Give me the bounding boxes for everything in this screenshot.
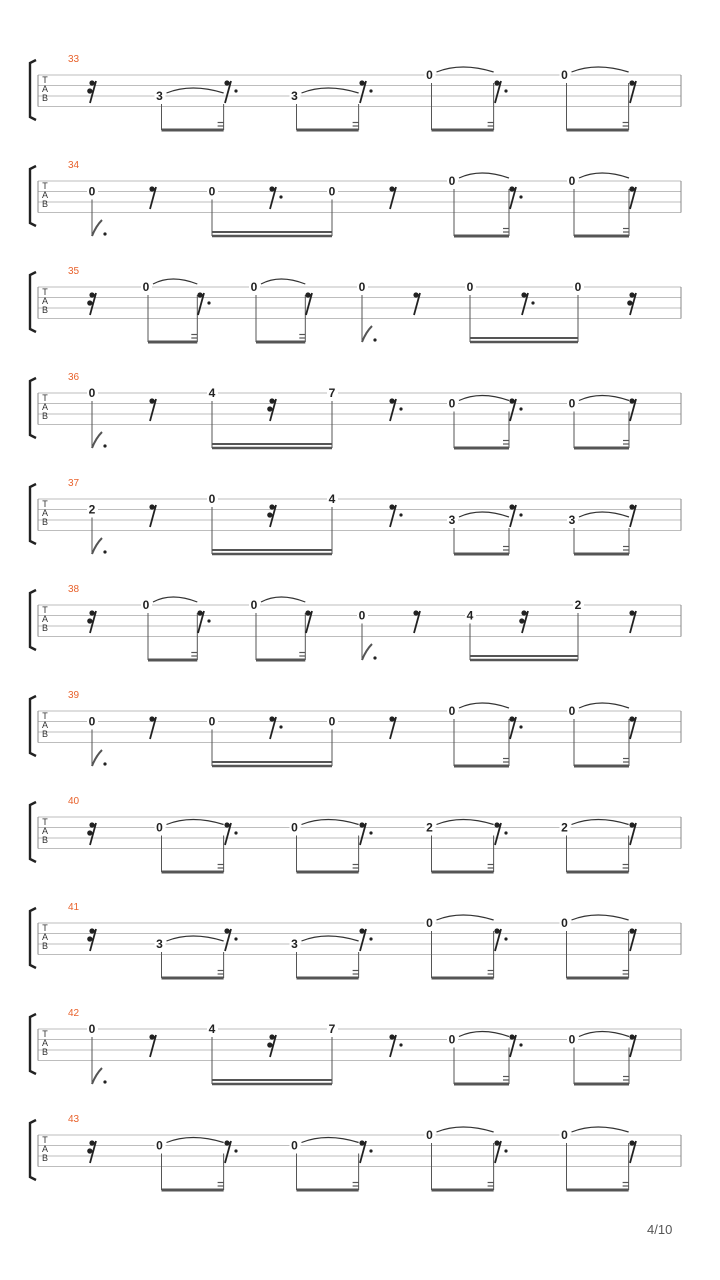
fret-number: 0 (208, 714, 216, 729)
system-bracket (30, 802, 36, 862)
fret-number: 0 (88, 1022, 96, 1036)
fret-number: 2 (426, 820, 433, 835)
note-flag (362, 644, 372, 660)
fret-number: 3 (156, 89, 163, 103)
rest-dot (504, 89, 507, 92)
rest-dot (531, 301, 534, 304)
tab-clef-letter: A (41, 614, 49, 624)
tab-clef-letter: A (41, 508, 49, 518)
tab-clef-letter: T (42, 181, 48, 191)
measure-number: 36 (68, 372, 80, 383)
tab-clef-letter: B (41, 623, 49, 633)
tab-clef-letter: T (42, 287, 48, 297)
fret-number: 0 (568, 704, 576, 718)
measure-number: 38 (68, 584, 80, 595)
tie-arc (437, 1127, 494, 1132)
tie-arc (153, 279, 197, 284)
fret-number: 7 (328, 1022, 336, 1036)
fret-number: 0 (250, 598, 258, 612)
fret-number: 0 (448, 1032, 456, 1047)
rest-dot (519, 407, 522, 410)
tab-clef-letter: T (42, 923, 48, 933)
tie-arc (572, 820, 629, 825)
tab-clef-letter: A (41, 402, 49, 412)
note-flag (92, 1068, 102, 1084)
fret-number: 0 (426, 916, 433, 930)
tie-arc (167, 936, 224, 941)
tie-arc (579, 1032, 629, 1037)
fret-number: 0 (88, 386, 96, 400)
fret-number: 0 (561, 1128, 568, 1142)
note-flag (92, 220, 102, 236)
tab-clef-letter: B (41, 729, 49, 739)
measure-number: 37 (68, 478, 80, 489)
fret-number: 0 (328, 184, 336, 199)
rest-dot (399, 407, 402, 410)
note-flag (362, 326, 372, 342)
fret-number: 4 (466, 608, 474, 623)
fret-number: 3 (568, 513, 576, 527)
tie-arc (572, 67, 629, 72)
staff-system-37 (30, 478, 681, 554)
fret-number: 4 (208, 386, 216, 400)
system-bracket (30, 1014, 36, 1074)
measure-number: 41 (68, 902, 80, 913)
rest-dot (234, 831, 237, 834)
fret-number: 2 (574, 598, 582, 612)
fret-number: 0 (88, 714, 96, 729)
system-bracket (30, 590, 36, 650)
rest-dot (519, 1043, 522, 1046)
tie-arc (572, 1127, 629, 1132)
measure-number: 42 (68, 1008, 80, 1019)
tie-arc (437, 67, 494, 72)
staff-system-41 (30, 902, 681, 978)
fret-number: 0 (426, 1128, 433, 1142)
note-flag (92, 432, 102, 448)
note-dot (103, 444, 106, 447)
rest-dot (399, 1043, 402, 1046)
staff-system-33 (30, 54, 681, 130)
rest-dot (234, 89, 237, 92)
tab-clef-letter: B (41, 941, 49, 951)
fret-number: 7 (328, 386, 336, 400)
fret-number: 0 (358, 280, 366, 294)
tab-clef-letter: A (41, 826, 49, 836)
fret-number: 0 (142, 598, 150, 612)
rest-dot (504, 937, 507, 940)
note-dot (373, 656, 376, 659)
tab-clef-letter: B (41, 517, 49, 527)
tie-arc (579, 173, 629, 178)
system-bracket (30, 908, 36, 968)
fret-number: 0 (574, 280, 582, 294)
fret-number: 0 (561, 68, 568, 82)
tab-clef-letter: T (42, 393, 48, 403)
fret-number: 4 (328, 492, 336, 506)
tie-arc (459, 396, 509, 401)
fret-number: 4 (208, 1022, 216, 1036)
tie-arc (459, 512, 509, 517)
tie-arc (579, 512, 629, 517)
tab-clef-letter: A (41, 84, 49, 94)
staff-system-38 (30, 584, 681, 660)
system-bracket (30, 60, 36, 120)
fret-number: 3 (291, 937, 298, 951)
fret-number: 3 (291, 89, 298, 103)
note-dot (103, 1080, 106, 1083)
tie-arc (153, 597, 197, 602)
note-dot (373, 338, 376, 341)
tie-arc (437, 820, 494, 825)
rest-dot (519, 195, 522, 198)
tab-clef-letter: B (41, 411, 49, 421)
tab-clef-letter: A (41, 1144, 49, 1154)
note-dot (103, 232, 106, 235)
system-bracket (30, 484, 36, 544)
tie-arc (459, 703, 509, 708)
fret-number: 2 (561, 820, 568, 835)
rest-dot (369, 937, 372, 940)
rest-dot (399, 513, 402, 516)
tab-clef-letter: A (41, 190, 49, 200)
system-bracket (30, 272, 36, 332)
tab-clef-letter: B (41, 1047, 49, 1057)
tie-arc (302, 936, 359, 941)
rest-dot (369, 831, 372, 834)
fret-number: 0 (426, 68, 433, 82)
tie-arc (579, 396, 629, 401)
rest-dot (279, 725, 282, 728)
tab-clef-letter: A (41, 296, 49, 306)
fret-number: 0 (88, 184, 96, 199)
staff-system-34 (30, 160, 681, 236)
measure-number: 40 (68, 796, 80, 807)
measure-number: 34 (68, 160, 80, 171)
fret-number: 0 (568, 396, 576, 411)
rest-dot (519, 725, 522, 728)
tie-arc (459, 173, 509, 178)
tab-clef-letter: B (41, 1153, 49, 1163)
fret-number: 0 (208, 184, 216, 199)
fret-number: 0 (250, 280, 258, 294)
staff-system-35 (30, 266, 681, 342)
fret-number: 0 (448, 174, 456, 188)
staff-system-42 (30, 1008, 681, 1084)
note-flag (92, 750, 102, 766)
tab-clef-letter: T (42, 1029, 48, 1039)
tab-clef-letter: T (42, 711, 48, 721)
tie-arc (261, 597, 305, 602)
tab-clef-letter: B (41, 835, 49, 845)
tie-arc (437, 915, 494, 920)
rest-dot (234, 1149, 237, 1152)
rest-dot (279, 195, 282, 198)
note-flag (92, 538, 102, 554)
rest-dot (234, 937, 237, 940)
tab-clef-letter: B (41, 305, 49, 315)
tie-arc (261, 279, 305, 284)
note-dot (103, 550, 106, 553)
note-dot (103, 762, 106, 765)
tie-arc (167, 820, 224, 825)
staff-system-36 (30, 372, 681, 448)
fret-number: 0 (448, 396, 456, 411)
fret-number: 0 (466, 280, 474, 294)
fret-number: 0 (328, 714, 336, 729)
fret-number: 0 (448, 704, 456, 718)
system-bracket (30, 378, 36, 438)
tab-clef-letter: A (41, 932, 49, 942)
tab-clef-letter: T (42, 605, 48, 615)
tab-clef-letter: T (42, 75, 48, 85)
fret-number: 0 (568, 1032, 576, 1047)
fret-number: 0 (156, 820, 163, 835)
fret-number: 3 (156, 937, 163, 951)
measure-number: 33 (68, 54, 80, 65)
tab-clef-letter: B (41, 199, 49, 209)
tab-clef-letter: T (42, 817, 48, 827)
tie-arc (579, 703, 629, 708)
tie-arc (167, 1138, 224, 1143)
rest-dot (207, 301, 210, 304)
rest-dot (207, 619, 210, 622)
measure-number: 43 (68, 1114, 80, 1125)
staff-system-43 (30, 1114, 681, 1190)
tab-clef-letter: T (42, 499, 48, 509)
fret-number: 0 (156, 1138, 163, 1153)
fret-number: 0 (568, 174, 576, 188)
rest-dot (504, 831, 507, 834)
rest-dot (369, 89, 372, 92)
tab-clef-letter: A (41, 720, 49, 730)
rest-dot (504, 1149, 507, 1152)
tie-arc (459, 1032, 509, 1037)
tie-arc (302, 1138, 359, 1143)
fret-number: 0 (291, 1138, 298, 1153)
fret-number: 2 (88, 502, 96, 517)
fret-number: 0 (291, 820, 298, 835)
staff-system-39 (30, 690, 681, 766)
system-bracket (30, 696, 36, 756)
tie-arc (302, 88, 359, 93)
fret-number: 0 (561, 916, 568, 930)
fret-number: 0 (142, 280, 150, 294)
staff-system-40 (30, 796, 681, 872)
page-number: 4/10 (647, 1222, 673, 1237)
measure-number: 39 (68, 690, 80, 701)
tab-clef-letter: B (41, 93, 49, 103)
tie-arc (572, 915, 629, 920)
system-bracket (30, 1120, 36, 1180)
fret-number: 0 (358, 608, 366, 623)
measure-number: 35 (68, 266, 80, 277)
tab-clef-letter: A (41, 1038, 49, 1048)
system-bracket (30, 166, 36, 226)
tab-clef-letter: T (42, 1135, 48, 1145)
rest-dot (519, 513, 522, 516)
fret-number: 3 (448, 513, 456, 527)
tie-arc (167, 88, 224, 93)
tie-arc (302, 820, 359, 825)
fret-number: 0 (208, 492, 216, 506)
rest-dot (369, 1149, 372, 1152)
